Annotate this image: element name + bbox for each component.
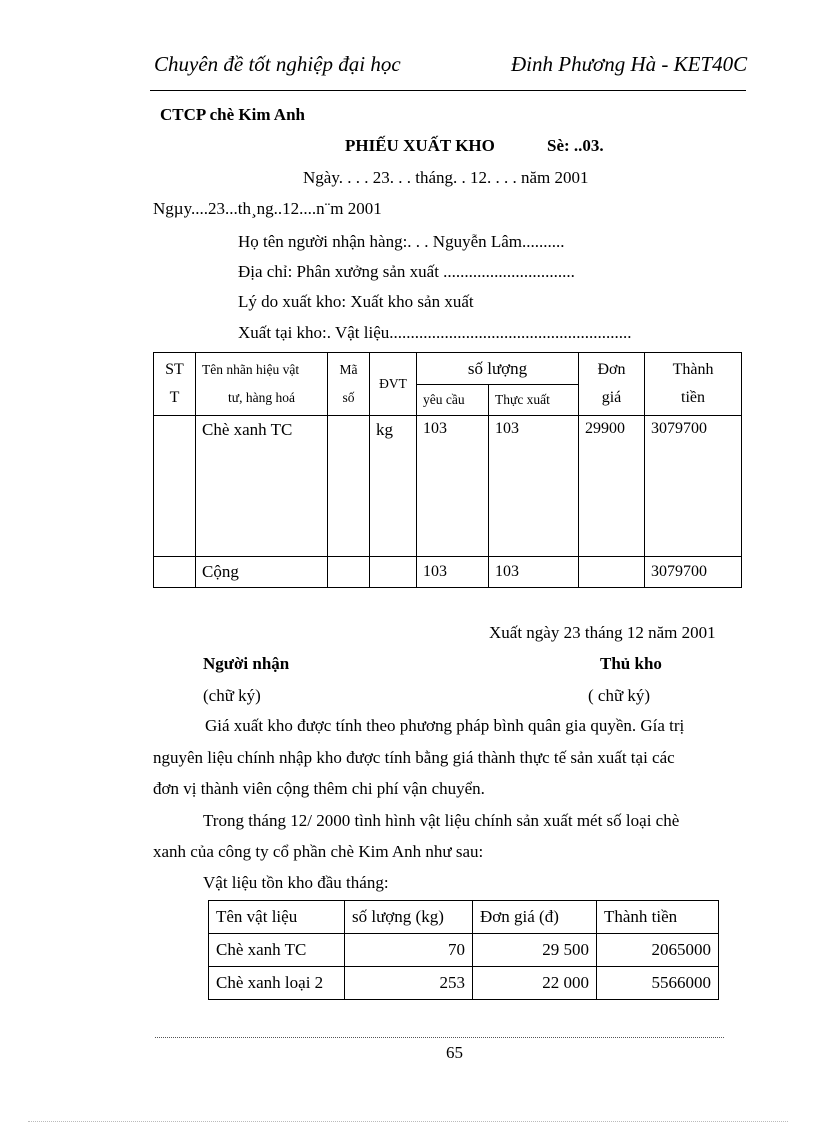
voucher-title: PHIẾU XUẤT KHO xyxy=(345,136,495,155)
receiver-title: Người nhận xyxy=(203,654,290,673)
company-name: CTCP chè Kim Anh xyxy=(160,105,305,124)
receiver-signature: (chữ ký) xyxy=(203,686,261,705)
paragraph-2-line-1: Trong tháng 12/ 2000 tình hình vật liệu chính sản xuất mét số loại chè xyxy=(203,811,680,830)
keeper-signature: ( chữ ký) xyxy=(588,686,651,705)
stock-table xyxy=(208,900,719,1000)
voucher-number: Sè: ..03. xyxy=(547,136,604,155)
col-code: Mã số xyxy=(328,353,370,416)
stock-header-name: Tên vật liệu xyxy=(209,901,345,934)
total-row xyxy=(154,557,742,588)
col-unit: ĐVT xyxy=(370,353,417,416)
stock-caption: Vật liệu tồn kho đầu tháng: xyxy=(203,873,389,892)
col-unit-price: Đơn giá xyxy=(579,353,645,416)
col-quantity: số lượng xyxy=(417,353,579,385)
col-item-name: Tên nhãn hiệu vật tư, hàng hoá xyxy=(196,353,328,416)
paragraph-1-line-3: đơn vị thành viên cộng thêm chi phí vận chuyển. xyxy=(153,779,485,798)
address-line: Địa chỉ: Phân xưởng sản xuất ............................... xyxy=(238,262,575,281)
col-qty-requested: yêu cầu xyxy=(417,385,489,416)
keeper-title: Thủ kho xyxy=(600,654,662,673)
header-rule xyxy=(150,90,746,91)
warehouse-line: Xuất tại kho:. Vật liệu......................................................... xyxy=(238,323,632,342)
table-row: Chè xanh TC 70 29 500 2065000 xyxy=(209,934,719,967)
total-amount: 3079700 xyxy=(645,557,742,588)
total-qty-actual: 103 xyxy=(489,557,579,588)
cell-unit-price: 29900 xyxy=(579,416,645,557)
stock-header-qty: số lượng (kg) xyxy=(345,901,473,934)
voucher-date: Ngày. . . . 23. . . tháng. . 12. . . . năm 2001 xyxy=(303,168,589,187)
paragraph-2-line-2: xanh của công ty cổ phần chè Kim Anh như sau: xyxy=(153,842,484,861)
total-label: Cộng xyxy=(196,557,328,588)
cell-unit: kg xyxy=(370,416,417,557)
stock-header-amount: Thành tiền xyxy=(597,901,719,934)
table-row xyxy=(154,416,742,557)
paragraph-1-line-2: nguyên liệu chính nhập kho được tính bằng giá thành thực tế sản xuất tại các xyxy=(153,748,675,767)
voucher-date-garbled: Ngµy....23...th¸ng..12....n¨m 2001 xyxy=(153,199,382,218)
running-header-title: Chuyên đề tốt nghiệp đại học xyxy=(154,52,401,76)
cell-qty-requested: 103 xyxy=(417,416,489,557)
reason-line: Lý do xuất kho: Xuất kho sản xuất xyxy=(238,292,474,311)
col-qty-actual: Thực xuất xyxy=(489,385,579,416)
voucher-table xyxy=(153,352,742,588)
stock-header-row xyxy=(209,901,719,934)
page-number: 65 xyxy=(446,1043,463,1062)
cell-item-name: Chè xanh TC xyxy=(196,416,328,557)
footer-rule xyxy=(155,1037,724,1038)
col-stt: ST T xyxy=(154,353,196,416)
table-row: Chè xanh loại 2 253 22 000 5566000 xyxy=(209,967,719,1000)
page-edge-rule xyxy=(28,1121,788,1122)
col-amount: Thành tiền xyxy=(645,353,742,416)
recipient-line: Họ tên người nhận hàng:. . . Nguyễn Lâm.......... xyxy=(238,232,565,251)
cell-amount: 3079700 xyxy=(645,416,742,557)
cell-qty-actual: 103 xyxy=(489,416,579,557)
running-header-author: Đinh Phương Hà - KET40C xyxy=(511,52,748,76)
issued-date: Xuất ngày 23 tháng 12 năm 2001 xyxy=(489,623,716,642)
paragraph-1-line-1: Giá xuất kho được tính theo phương pháp bình quân gia quyền. Gía trị xyxy=(205,716,685,735)
total-qty-requested: 103 xyxy=(417,557,489,588)
stock-header-price: Đơn giá (đ) xyxy=(473,901,597,934)
